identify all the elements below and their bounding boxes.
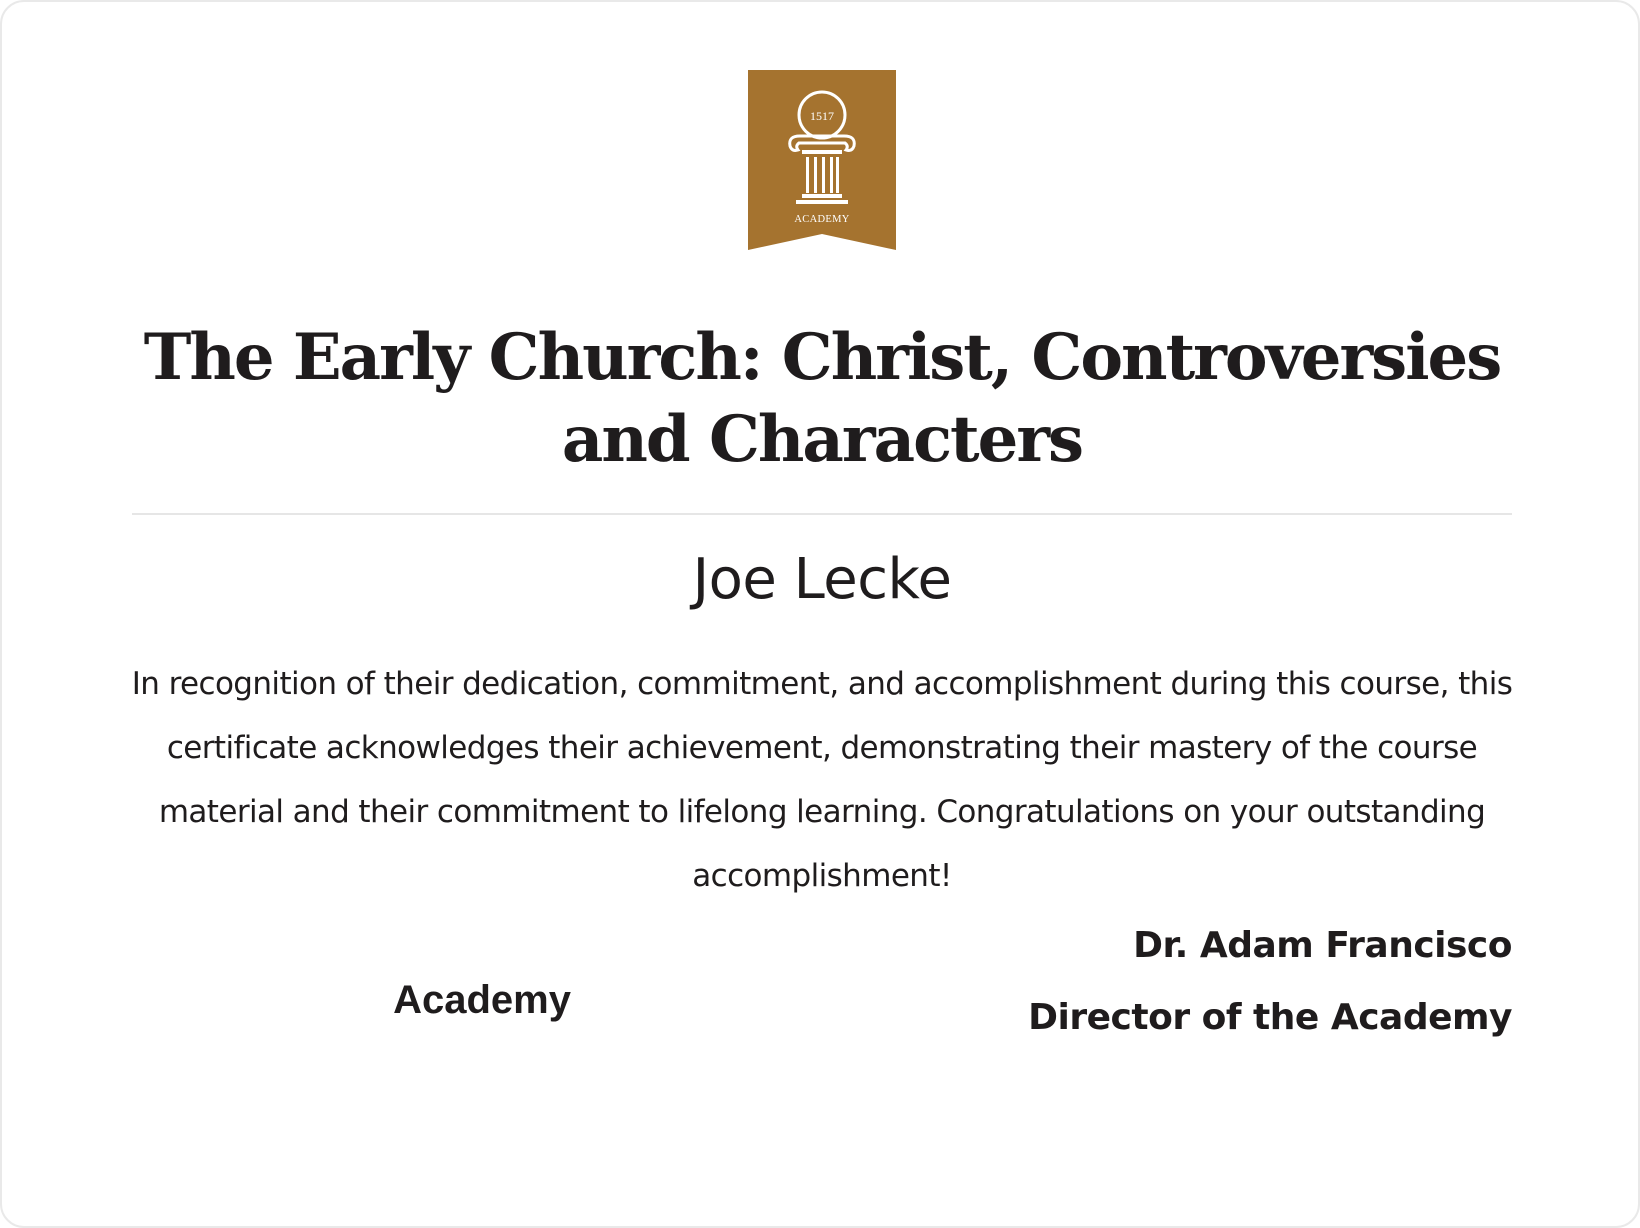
pillar-base-1 [802, 194, 842, 198]
pillar-column-1 [806, 157, 809, 193]
logo-text: ACADEMY [794, 214, 850, 225]
certificate-body-text: In recognition of their dedication, commitment, and accomplishment during this course, this certificate acknowledges their achievement, demonstrating their mastery of the course material and their commitment to lifelong learning. Congratulations on your outstanding accomplishment! [131, 666, 1513, 894]
pillar-column-3 [822, 157, 825, 193]
pillar-column-2 [814, 157, 817, 193]
signer-title: Director of the Academy [1028, 997, 1512, 1038]
pillar-abacus [802, 150, 842, 154]
academy-logo [748, 70, 896, 250]
signer-name: Dr. Adam Francisco [1133, 925, 1512, 966]
pillar-column-5 [836, 157, 839, 193]
divider [132, 513, 1512, 515]
logo-year: 1517 [810, 109, 834, 123]
course-title: The Early Church: Christ, Controversies and Characters [143, 320, 1501, 477]
pillar-base-2 [796, 200, 848, 204]
issuer-label: Academy [393, 978, 571, 1022]
recipient-name: Joe Lecke [692, 547, 952, 612]
pillar-column-4 [830, 157, 833, 193]
